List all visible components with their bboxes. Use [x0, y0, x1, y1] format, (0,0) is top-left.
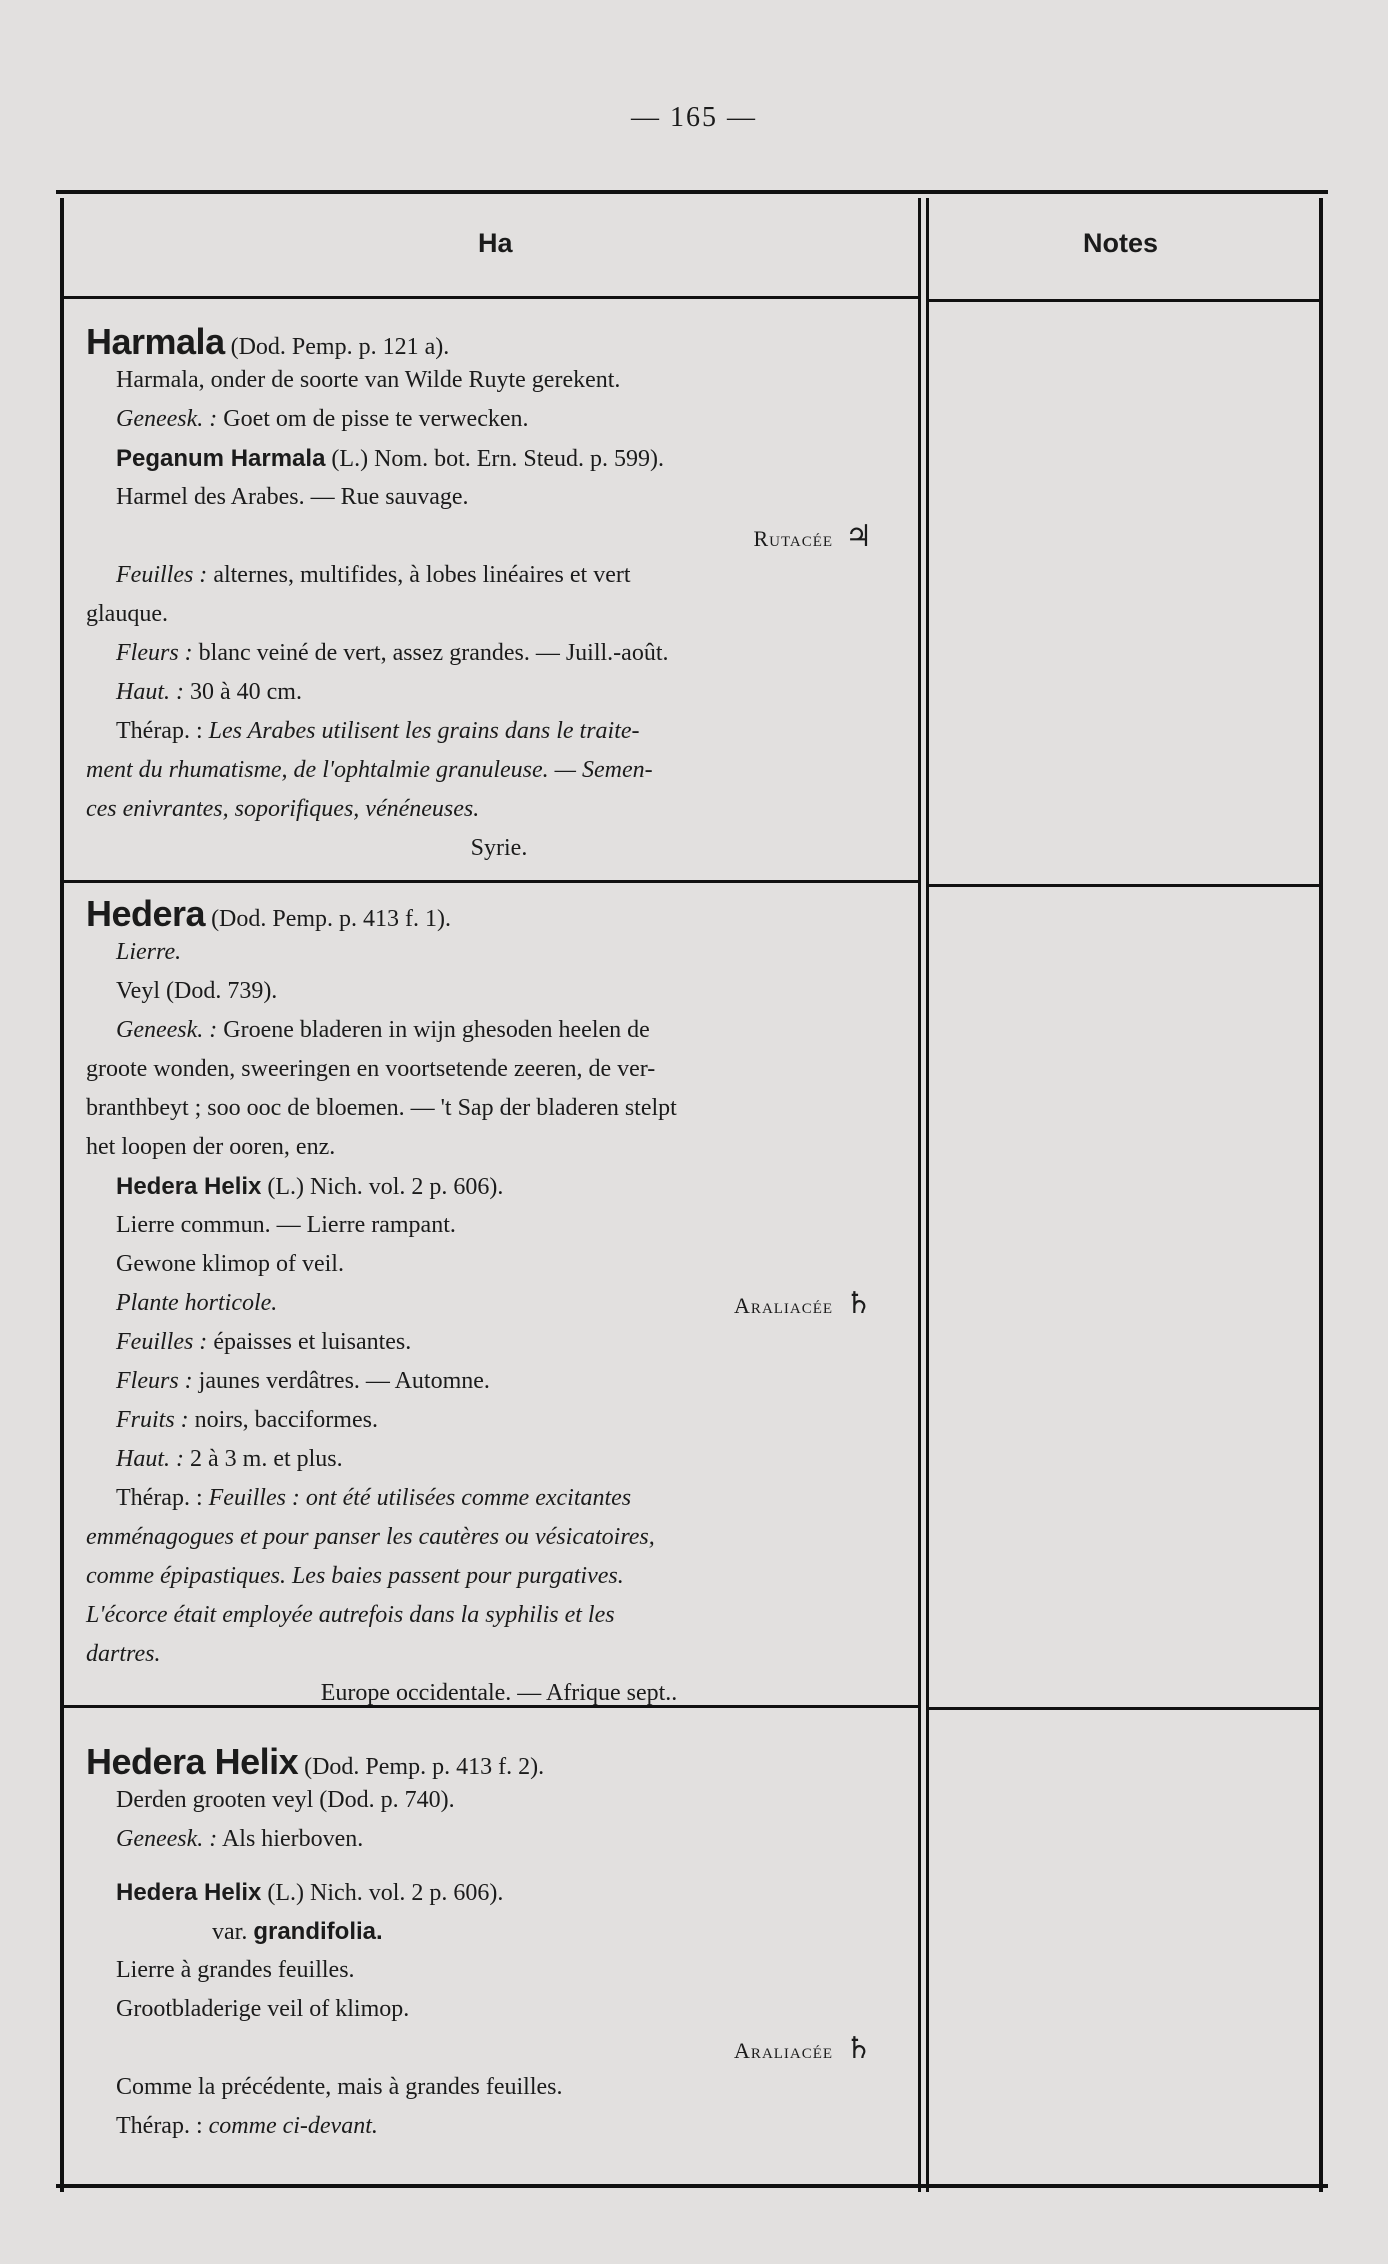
text-line: Derden grooten veyl (Dod. p. 740). — [116, 1787, 455, 1813]
shrub-symbol-icon: ♄ — [845, 1287, 872, 1320]
text-line: comme épipastiques. Les baies passent pour purgatives. — [86, 1563, 624, 1589]
label: Fleurs : — [116, 640, 193, 666]
entry-title: Harmala — [86, 321, 225, 362]
family-line — [86, 2029, 912, 2068]
text-line — [86, 439, 912, 478]
text-line — [86, 556, 912, 595]
text-line — [86, 1167, 912, 1206]
text-line — [86, 1820, 912, 1859]
variety-name: grandifolia. — [253, 1918, 383, 1945]
label: Thérap. : — [116, 2113, 203, 2139]
label: Fleurs : — [116, 1368, 193, 1394]
column-header-left: Ha — [478, 228, 513, 258]
text-line: Lierre commun. — Lierre rampant. — [116, 1212, 456, 1238]
label: Geneesk. : — [116, 406, 218, 432]
botanical-name: Hedera Helix — [116, 1879, 262, 1906]
text-line: branthbeyt ; soo ooc de bloemen. — 't Sap der bladeren stelpt — [86, 1095, 677, 1121]
text: blanc veiné de vert, assez grandes. — Juill.-août. — [198, 640, 669, 666]
family-name: Araliacée — [734, 1293, 834, 1318]
text: Les Arabes utilisent les grains dans le traite- — [208, 718, 640, 744]
family-name: Araliacée — [734, 2038, 834, 2063]
text: (L.) Nich. vol. 2 p. 606). — [267, 1880, 504, 1906]
text: (L.) Nom. bot. Ern. Steud. p. 599). — [331, 446, 665, 472]
text-line — [86, 1323, 912, 1362]
entry-title-line — [86, 1742, 912, 1781]
text-line: emménagogues et pour panser les cautères ou vésicatoires, — [86, 1524, 655, 1550]
text-line: Comme la précédente, mais à grandes feuilles. — [116, 2074, 563, 2100]
entry-title: Hedera — [86, 893, 206, 934]
spacer — [86, 1859, 912, 1873]
text-line — [86, 1284, 912, 1323]
entry-reference: (Dod. Pemp. p. 121 a). — [230, 334, 450, 360]
text: (L.) Nich. vol. 2 p. 606). — [267, 1174, 504, 1200]
family-label — [753, 517, 872, 559]
text-line: ment du rhumatisme, de l'ophtalmie granuleuse. — Semen- — [86, 757, 653, 783]
text: 2 à 3 m. et plus. — [190, 1446, 343, 1472]
family-label — [734, 1284, 872, 1326]
family-line — [86, 517, 912, 556]
text-line — [86, 712, 912, 751]
text-line — [86, 1440, 912, 1479]
text: Feuilles : ont été utilisées comme excitantes — [208, 1485, 632, 1511]
row-divider — [929, 299, 1319, 302]
column-header-right: Notes — [1083, 228, 1159, 258]
text-line — [86, 1401, 912, 1440]
label: Geneesk. : — [116, 1017, 218, 1043]
text-line — [86, 1362, 912, 1401]
label: Feuilles : — [116, 562, 208, 588]
label: Fruits : — [116, 1407, 189, 1433]
text-line: glauque. — [86, 601, 168, 627]
text-line: Gewone klimop of veil. — [116, 1251, 344, 1277]
text-line — [86, 1873, 912, 1912]
text: Plante horticole. — [116, 1290, 278, 1316]
label: Geneesk. : — [116, 1826, 218, 1852]
text-line: Grootbladerige veil of klimop. — [116, 1996, 410, 2022]
entry-hedera — [86, 894, 912, 1713]
column-divider — [918, 198, 921, 2192]
text-line: Harmala, onder de soorte van Wilde Ruyte gerekent. — [116, 367, 621, 393]
text-line: Lierre à grandes feuilles. — [116, 1957, 355, 1983]
row-divider — [64, 880, 918, 883]
botanical-name: Peganum Harmala — [116, 445, 326, 472]
text: Goet om de pisse te verwecken. — [223, 406, 529, 432]
label: Haut. : — [116, 1446, 184, 1472]
label: Feuilles : — [116, 1329, 208, 1355]
text-line: groote wonden, sweeringen en voortsetende zeeren, de ver- — [86, 1056, 656, 1082]
table-right-border — [1319, 198, 1323, 2192]
family-name: Rutacée — [753, 526, 834, 551]
entry-hedera-helix — [86, 1742, 912, 2146]
perennial-symbol-icon: ♃ — [845, 520, 872, 553]
entry-title-line — [86, 322, 912, 361]
entry-reference: (Dod. Pemp. p. 413 f. 2). — [304, 1754, 545, 1780]
text-line — [86, 1479, 912, 1518]
label: Haut. : — [116, 679, 184, 705]
column-divider — [926, 198, 929, 2192]
region: Syrie. — [470, 835, 528, 861]
page-number: — 165 — — [631, 102, 757, 133]
text: noirs, bacciformes. — [194, 1407, 378, 1433]
text-line: dartres. — [86, 1641, 161, 1667]
text: comme ci-devant. — [208, 2113, 378, 2139]
text-line — [86, 634, 912, 673]
entry-reference: (Dod. Pemp. p. 413 f. 1). — [211, 906, 452, 932]
label: Thérap. : — [116, 718, 203, 744]
region: Europe occidentale. — Afrique sept.. — [320, 1680, 678, 1706]
text: jaunes verdâtres. — Automne. — [198, 1368, 490, 1394]
row-divider — [64, 296, 918, 299]
text: Groene bladeren in wijn ghesoden heelen de — [223, 1017, 650, 1043]
text: alternes, multifides, à lobes linéaires et vert — [213, 562, 631, 588]
text-line: ces enivrantes, soporifiques, vénéneuses. — [86, 796, 480, 822]
text-line — [86, 1011, 912, 1050]
table-left-border — [60, 198, 64, 2192]
text: épaisses et luisantes. — [213, 1329, 412, 1355]
text: Als hierboven. — [221, 1826, 364, 1852]
text-line — [86, 2107, 912, 2146]
text-line: het loopen der ooren, enz. — [86, 1134, 336, 1160]
text-line: L'écorce était employée autrefois dans la syphilis et les — [86, 1602, 615, 1628]
botanical-name: Hedera Helix — [116, 1173, 262, 1200]
text-line: Harmel des Arabes. — Rue sauvage. — [116, 484, 469, 510]
shrub-symbol-icon: ♄ — [845, 2032, 872, 2065]
label: var. — [212, 1919, 248, 1945]
entry-title-line — [86, 894, 912, 933]
text-line — [86, 673, 912, 712]
row-divider — [929, 884, 1319, 887]
text-line: Lierre. — [116, 939, 182, 965]
family-label — [734, 2029, 872, 2071]
text-line — [86, 1912, 912, 1951]
text: 30 à 40 cm. — [190, 679, 302, 705]
entry-harmala — [86, 322, 912, 868]
text-line — [86, 400, 912, 439]
label: Thérap. : — [116, 1485, 203, 1511]
text-line: Veyl (Dod. 739). — [116, 978, 278, 1004]
entry-title: Hedera Helix — [86, 1741, 299, 1782]
row-divider — [929, 1707, 1319, 1710]
